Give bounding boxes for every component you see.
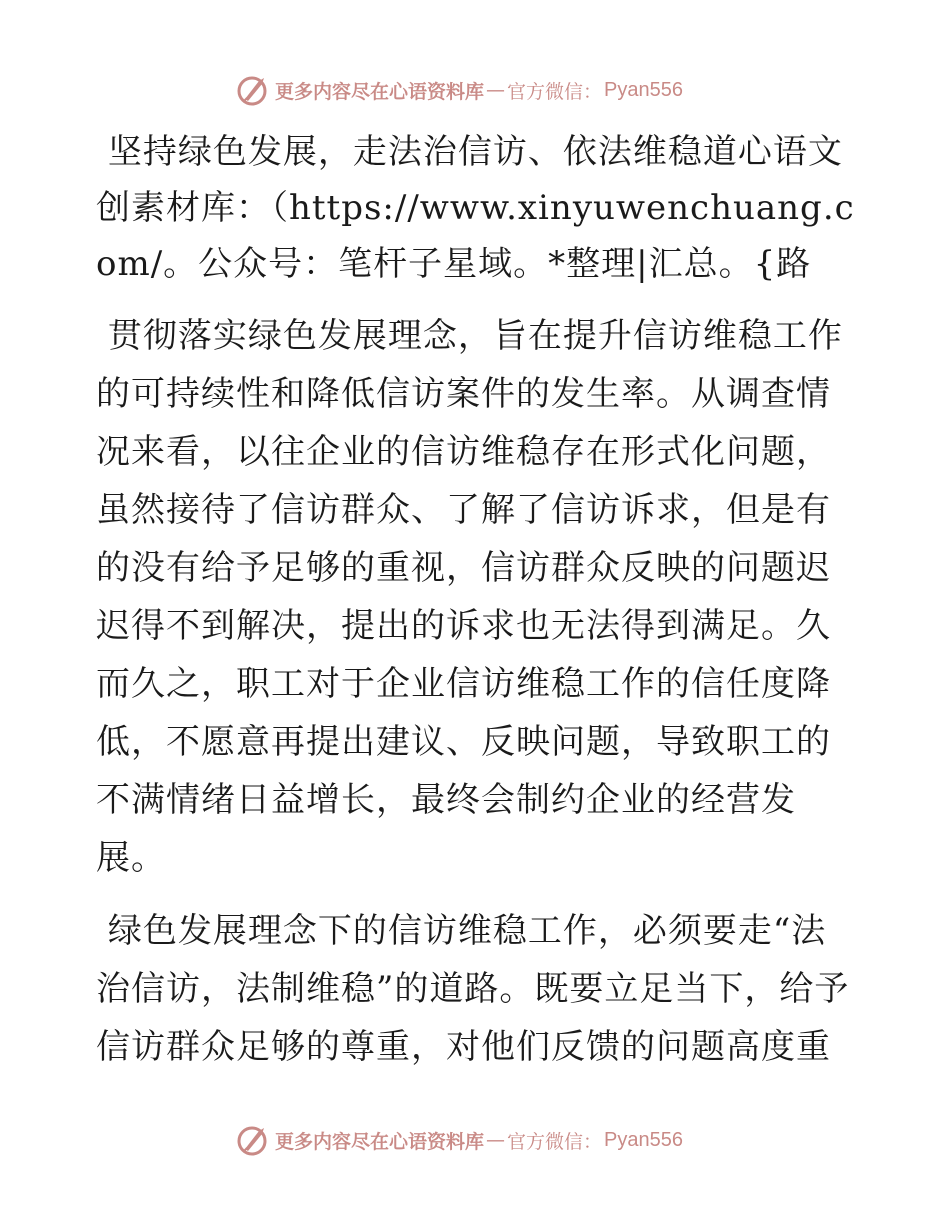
paragraph-1: 坚持绿色发展，走法治信访、依法维稳道心语文创素材库：（https://www.xinyuwenchuang.com/。公众号：笔杆子星域。*整理|汇总。{路 bbox=[96, 132, 855, 284]
header-wechat-label: 官方微信： bbox=[507, 80, 603, 103]
footer-wechat-id: Pyan556 bbox=[604, 1128, 683, 1151]
header-wechat-id: Pyan556 bbox=[604, 78, 683, 101]
paragraph-2: 贯彻落实绿色发展理念，旨在提升信访维稳工作的可持续性和降低信访案件的发生率。从调查情况来看，以往企业的信访维稳存在形式化问题，虽然接待了信访群众、了解了信访诉求，但是有的没有给予足够的重视，信访群众反映的问题迟迟得不到解决，提出的诉求也无法得到满足。久而久之，职工对于企业信访维稳工作的信任度降低，不愿意再提出建议、反映问题，导致职工的不满情绪日益增长，最终会制约企业的经营发展。 bbox=[96, 316, 843, 878]
quill-pen-logo-icon bbox=[235, 72, 271, 108]
header-dash: — bbox=[486, 79, 506, 101]
header-promo-text: 更多内容尽在心语资料库 bbox=[275, 80, 485, 103]
footer-promo-text: 更多内容尽在心语资料库 bbox=[275, 1130, 485, 1153]
header-banner bbox=[235, 70, 715, 110]
footer-dash: — bbox=[486, 1129, 506, 1151]
paragraph-3: 绿色发展理念下的信访维稳工作，必须要走“法治信访，法制维稳”的道路。既要立足当下，给予信访群众足够的尊重，对他们反馈的问题高度重 bbox=[96, 911, 850, 1067]
quill-pen-logo-icon bbox=[235, 1122, 271, 1158]
footer-wechat-label: 官方微信： bbox=[507, 1130, 603, 1153]
footer-banner bbox=[235, 1120, 715, 1160]
document-body bbox=[96, 124, 856, 1091]
